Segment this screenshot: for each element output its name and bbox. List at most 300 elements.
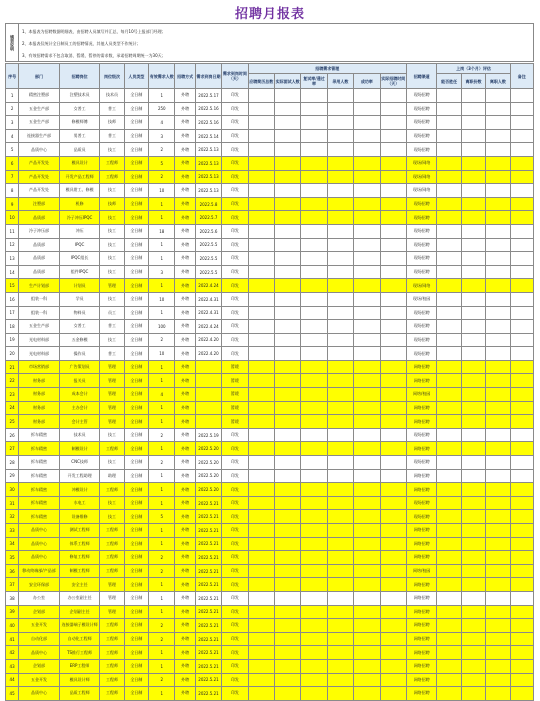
cell-empty — [461, 265, 485, 279]
cell-ch: 网络招聘 — [406, 401, 436, 415]
cell-pos: 计划员 — [59, 279, 100, 293]
cell-empty — [461, 252, 485, 266]
cell-empty — [510, 428, 533, 442]
cell-empty — [301, 496, 327, 510]
cell-status: 印发 — [222, 156, 248, 170]
cell-empty — [380, 360, 406, 374]
cell-n: 15 — [6, 279, 19, 293]
cell-dept: 拆车精密 — [19, 442, 60, 456]
cell-empty — [301, 211, 327, 225]
cell-date: 2022.5.13 — [195, 156, 221, 170]
cell-lvl: 普工 — [100, 320, 124, 334]
cell-status: 印发 — [222, 591, 248, 605]
col-demand: 有效需求人数 — [149, 64, 175, 89]
cell-empty — [327, 374, 353, 388]
col-level: 岗位级次 — [100, 64, 124, 89]
cell-empty — [486, 619, 510, 633]
cell-way: 外聘 — [175, 306, 195, 320]
cell-empty — [301, 197, 327, 211]
cell-n: 8 — [6, 184, 19, 198]
cell-status: 印发 — [222, 197, 248, 211]
cell-ch: 现场招聘 — [406, 320, 436, 334]
col-due-days: 需求到岗时间（天） — [222, 64, 248, 89]
cell-way: 外聘 — [175, 211, 195, 225]
cell-empty — [354, 646, 380, 660]
cell-lvl: 工程师 — [100, 659, 124, 673]
table-row — [6, 89, 534, 103]
cell-lvl: 管理 — [100, 360, 124, 374]
cell-empty — [510, 605, 533, 619]
cell-n: 26 — [6, 428, 19, 442]
cell-type: 全日制 — [124, 306, 148, 320]
cell-n: 9 — [6, 197, 19, 211]
cell-date: 2022.5.20 — [195, 483, 221, 497]
cell-type: 全日制 — [124, 469, 148, 483]
cell-date: 2022.5.5 — [195, 265, 221, 279]
cell-pos: 冷子冲压IPQC — [59, 211, 100, 225]
cell-status: 印发 — [222, 347, 248, 361]
table-row — [6, 143, 534, 157]
cell-empty — [248, 238, 274, 252]
cell-empty — [437, 374, 461, 388]
cell-dept: 产品开发处 — [19, 156, 60, 170]
cell-empty — [437, 102, 461, 116]
cell-empty — [461, 116, 485, 130]
cell-lvl: 工程师 — [100, 687, 124, 701]
table-row — [6, 578, 534, 592]
cell-empty — [486, 374, 510, 388]
cell-empty — [380, 306, 406, 320]
cell-empty — [461, 510, 485, 524]
instruction-line-2: 2、本报表仅统计全日制员工的招聘情况，其他人员类型不作统计； — [22, 41, 141, 46]
cell-way: 外聘 — [175, 428, 195, 442]
cell-dept: 组装一科 — [19, 306, 60, 320]
cell-dept: 企划部 — [19, 605, 60, 619]
cell-pos: 连接器端子模设计师 — [59, 619, 100, 633]
cell-empty — [380, 510, 406, 524]
cell-empty — [327, 483, 353, 497]
cell-empty — [510, 632, 533, 646]
table-row — [6, 388, 534, 402]
cell-empty — [327, 510, 353, 524]
cell-empty — [301, 646, 327, 660]
cell-empty — [461, 564, 485, 578]
cell-empty — [510, 292, 533, 306]
cell-empty — [510, 564, 533, 578]
cell-n: 25 — [6, 415, 19, 429]
cell-type: 全日制 — [124, 360, 148, 374]
cell-empty — [301, 524, 327, 538]
cell-empty — [437, 224, 461, 238]
cell-empty — [301, 374, 327, 388]
cell-empty — [486, 388, 510, 402]
cell-num: 1 — [149, 211, 175, 225]
cell-empty — [380, 170, 406, 184]
cell-empty — [274, 415, 300, 429]
cell-dept: 五金生产部 — [19, 116, 60, 130]
cell-empty — [486, 116, 510, 130]
col-leave-count: 离职份数 — [461, 74, 485, 89]
cell-date: 2022.4.31 — [195, 292, 221, 306]
cell-date: 2022.4.24 — [195, 279, 221, 293]
cell-empty — [274, 265, 300, 279]
cell-status: 印发 — [222, 265, 248, 279]
cell-way: 外聘 — [175, 116, 195, 130]
cell-empty — [461, 415, 485, 429]
table-row — [6, 333, 534, 347]
cell-empty — [510, 129, 533, 143]
cell-type: 全日制 — [124, 184, 148, 198]
cell-way: 外聘 — [175, 646, 195, 660]
cell-ch: 现场招聘 — [406, 89, 436, 103]
cell-lvl: 管理 — [100, 279, 124, 293]
cell-empty — [274, 524, 300, 538]
cell-pos: 男普工 — [59, 129, 100, 143]
cell-status: 印发 — [222, 184, 248, 198]
cell-empty — [437, 265, 461, 279]
cell-type: 全日制 — [124, 374, 148, 388]
cell-dept: 财务部 — [19, 401, 60, 415]
cell-date: 2022.5.14 — [195, 129, 221, 143]
cell-type: 全日制 — [124, 524, 148, 538]
cell-pos: 修复工程师 — [59, 551, 100, 565]
cell-empty — [274, 224, 300, 238]
cell-empty — [274, 143, 300, 157]
cell-empty — [510, 510, 533, 524]
cell-lvl: 技工 — [100, 238, 124, 252]
cell-status: 印发 — [222, 524, 248, 538]
table-row — [6, 211, 534, 225]
cell-pos: 模具设计 — [59, 156, 100, 170]
cell-empty — [327, 238, 353, 252]
cell-ch: 现场招聘 — [406, 116, 436, 130]
cell-type: 全日制 — [124, 673, 148, 687]
cell-empty — [461, 551, 485, 565]
cell-empty — [354, 415, 380, 429]
cell-status: 印发 — [222, 428, 248, 442]
cell-num: 2 — [149, 632, 175, 646]
cell-empty — [437, 591, 461, 605]
cell-empty — [274, 102, 300, 116]
cell-empty — [510, 279, 533, 293]
cell-ch: 网络招聘 — [406, 415, 436, 429]
cell-empty — [327, 333, 353, 347]
cell-lvl: 工程师 — [100, 524, 124, 538]
col-competent: 能否胜任 — [437, 74, 461, 89]
cell-empty — [301, 673, 327, 687]
cell-empty — [486, 265, 510, 279]
cell-empty — [327, 252, 353, 266]
cell-status: 印发 — [222, 89, 248, 103]
cell-dept: 产品开发处 — [19, 184, 60, 198]
cell-ch: 现场/校园 — [406, 292, 436, 306]
cell-empty — [248, 347, 274, 361]
cell-way: 外聘 — [175, 143, 195, 157]
cell-way: 外聘 — [175, 537, 195, 551]
cell-n: 23 — [6, 388, 19, 402]
cell-empty — [380, 265, 406, 279]
cell-empty — [486, 483, 510, 497]
cell-empty — [510, 456, 533, 470]
cell-empty — [248, 619, 274, 633]
cell-empty — [461, 524, 485, 538]
cell-empty — [380, 211, 406, 225]
cell-empty — [248, 687, 274, 701]
cell-pos: 制模设计 — [59, 442, 100, 456]
cell-empty — [274, 591, 300, 605]
cell-status: 印发 — [222, 537, 248, 551]
cell-date: 2022.5.21 — [195, 632, 221, 646]
cell-date — [195, 415, 221, 429]
cell-empty — [301, 292, 327, 306]
cell-empty — [301, 537, 327, 551]
cell-pos: 机修 — [59, 197, 100, 211]
cell-empty — [327, 551, 353, 565]
cell-lvl: 技工 — [100, 496, 124, 510]
cell-n: 2 — [6, 102, 19, 116]
cell-date — [195, 401, 221, 415]
cell-date: 2022.5.21 — [195, 564, 221, 578]
cell-empty — [354, 578, 380, 592]
cell-empty — [510, 483, 533, 497]
cell-num: 4 — [149, 116, 175, 130]
cell-ch: 现场/网络 — [406, 170, 436, 184]
cell-empty — [301, 428, 327, 442]
table-row — [6, 510, 534, 524]
cell-status: 印发 — [222, 483, 248, 497]
cell-pos: 制模工程师 — [59, 564, 100, 578]
col-success-rate: 成功率 — [354, 74, 380, 89]
cell-pos: 开发产品工程师 — [59, 170, 100, 184]
cell-dept: 品质部 — [19, 238, 60, 252]
cell-empty — [301, 265, 327, 279]
cell-dept: 财务部 — [19, 374, 60, 388]
cell-empty — [274, 197, 300, 211]
cell-pos: IPQC组长 — [59, 252, 100, 266]
cell-ch: 网络招聘 — [406, 605, 436, 619]
report-title: 招聘月报表 — [234, 7, 305, 22]
instructions-label: 填表说明 — [6, 24, 19, 61]
cell-empty — [437, 483, 461, 497]
cell-n: 16 — [6, 292, 19, 306]
cell-date: 2022.5.19 — [195, 428, 221, 442]
cell-lvl: 技工 — [100, 292, 124, 306]
cell-empty — [380, 116, 406, 130]
cell-empty — [327, 524, 353, 538]
cell-empty — [510, 347, 533, 361]
cell-date: 2022.5.21 — [195, 496, 221, 510]
cell-empty — [248, 252, 274, 266]
cell-lvl: 技工 — [100, 333, 124, 347]
cell-empty — [380, 388, 406, 402]
cell-n: 18 — [6, 320, 19, 334]
cell-empty — [380, 374, 406, 388]
col-staff-type: 人员类型 — [124, 64, 148, 89]
cell-empty — [486, 632, 510, 646]
cell-empty — [486, 401, 510, 415]
cell-empty — [354, 687, 380, 701]
cell-empty — [301, 320, 327, 334]
fill-instructions — [5, 23, 534, 62]
cell-empty — [437, 524, 461, 538]
cell-type: 全日制 — [124, 388, 148, 402]
cell-empty — [380, 401, 406, 415]
cell-n: 24 — [6, 401, 19, 415]
cell-empty — [327, 360, 353, 374]
table-row — [6, 184, 534, 198]
cell-way: 外聘 — [175, 524, 195, 538]
cell-num: 10 — [149, 292, 175, 306]
cell-num: 2 — [149, 673, 175, 687]
cell-empty — [380, 537, 406, 551]
cell-pos: 五金修模 — [59, 333, 100, 347]
cell-n: 38 — [6, 591, 19, 605]
cell-empty — [461, 292, 485, 306]
cell-empty — [274, 551, 300, 565]
cell-n: 1 — [6, 89, 19, 103]
cell-empty — [510, 442, 533, 456]
cell-empty — [437, 388, 461, 402]
cell-pos: IPQC — [59, 238, 100, 252]
cell-type: 全日制 — [124, 102, 148, 116]
cell-status: 印发 — [222, 619, 248, 633]
cell-empty — [327, 292, 353, 306]
table-row — [6, 591, 534, 605]
cell-status: 印发 — [222, 320, 248, 334]
cell-pos: 会计主管 — [59, 415, 100, 429]
cell-empty — [461, 156, 485, 170]
cell-dept: 品质中心 — [19, 551, 60, 565]
cell-empty — [248, 170, 274, 184]
table-row — [6, 116, 534, 130]
cell-ch: 现场招聘 — [406, 211, 436, 225]
cell-empty — [274, 619, 300, 633]
cell-type: 全日制 — [124, 279, 148, 293]
table-row — [6, 632, 534, 646]
cell-n: 10 — [6, 211, 19, 225]
cell-n: 20 — [6, 347, 19, 361]
col-dept: 部门 — [19, 64, 60, 89]
cell-type: 全日制 — [124, 211, 148, 225]
cell-empty — [510, 238, 533, 252]
cell-empty — [510, 374, 533, 388]
cell-empty — [354, 510, 380, 524]
cell-num: 1 — [149, 306, 175, 320]
cell-empty — [437, 605, 461, 619]
cell-empty — [437, 197, 461, 211]
cell-status: 暂缓 — [222, 360, 248, 374]
cell-empty — [510, 496, 533, 510]
cell-empty — [461, 184, 485, 198]
cell-type: 全日制 — [124, 537, 148, 551]
cell-num: 2 — [149, 170, 175, 184]
cell-empty — [437, 687, 461, 701]
cell-type: 全日制 — [124, 156, 148, 170]
cell-empty — [248, 415, 274, 429]
cell-type: 全日制 — [124, 238, 148, 252]
cell-empty — [274, 320, 300, 334]
cell-empty — [486, 687, 510, 701]
cell-pos: 办公室副主任 — [59, 591, 100, 605]
cell-dept: 五金生产部 — [19, 320, 60, 334]
cell-empty — [274, 156, 300, 170]
cell-empty — [327, 388, 353, 402]
cell-empty — [248, 374, 274, 388]
cell-date: 2022.5.17 — [195, 89, 221, 103]
cell-empty — [274, 116, 300, 130]
cell-empty — [327, 428, 353, 442]
cell-status: 印发 — [222, 333, 248, 347]
cell-empty — [274, 238, 300, 252]
cell-way: 外聘 — [175, 415, 195, 429]
cell-empty — [437, 129, 461, 143]
cell-lvl: 管理 — [100, 591, 124, 605]
cell-num: 1 — [149, 537, 175, 551]
cell-empty — [437, 456, 461, 470]
cell-empty — [248, 265, 274, 279]
cell-empty — [301, 360, 327, 374]
cell-empty — [301, 89, 327, 103]
cell-type: 全日制 — [124, 496, 148, 510]
cell-empty — [248, 510, 274, 524]
cell-date: 2022.4.31 — [195, 306, 221, 320]
cell-empty — [380, 632, 406, 646]
cell-empty — [437, 306, 461, 320]
cell-empty — [354, 143, 380, 157]
cell-empty — [274, 184, 300, 198]
cell-ch: 现场招聘 — [406, 197, 436, 211]
cell-empty — [486, 646, 510, 660]
cell-empty — [327, 170, 353, 184]
cell-empty — [486, 89, 510, 103]
cell-empty — [274, 496, 300, 510]
cell-num: 2 — [149, 333, 175, 347]
cell-empty — [461, 442, 485, 456]
cell-empty — [486, 224, 510, 238]
cell-lvl: 技工 — [100, 456, 124, 470]
cell-empty — [301, 102, 327, 116]
cell-pos: 修模师傅 — [59, 116, 100, 130]
cell-lvl: 普工 — [100, 347, 124, 361]
col-pass-rate: 复试率/通过率 — [301, 74, 327, 89]
cell-way: 外聘 — [175, 483, 195, 497]
cell-ch: 网络招聘 — [406, 591, 436, 605]
cell-empty — [461, 496, 485, 510]
cell-ch: 网络招聘 — [406, 537, 436, 551]
cell-empty — [354, 537, 380, 551]
cell-date: 2022.5.7 — [195, 211, 221, 225]
cell-n: 14 — [6, 265, 19, 279]
cell-empty — [327, 102, 353, 116]
cell-empty — [437, 279, 461, 293]
cell-empty — [327, 156, 353, 170]
cell-empty — [248, 401, 274, 415]
table-row — [6, 102, 534, 116]
cell-type: 全日制 — [124, 551, 148, 565]
cell-num: 1 — [149, 279, 175, 293]
cell-empty — [380, 292, 406, 306]
cell-empty — [461, 211, 485, 225]
cell-empty — [437, 646, 461, 660]
cell-type: 全日制 — [124, 646, 148, 660]
cell-empty — [437, 211, 461, 225]
cell-empty — [510, 537, 533, 551]
cell-empty — [327, 442, 353, 456]
cell-num: 1 — [149, 374, 175, 388]
cell-empty — [327, 197, 353, 211]
cell-empty — [354, 360, 380, 374]
cell-empty — [354, 265, 380, 279]
